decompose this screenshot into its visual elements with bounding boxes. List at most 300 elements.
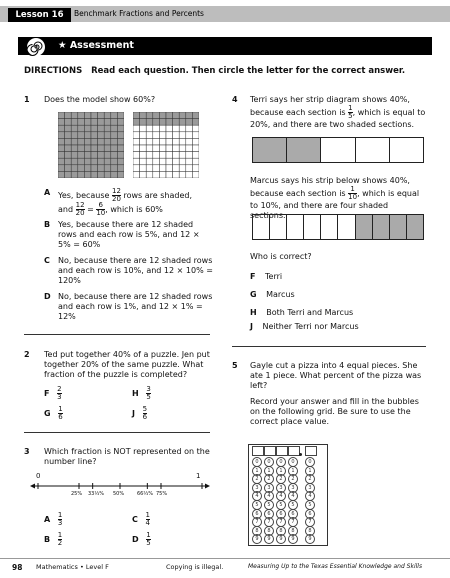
grid-cell [140, 165, 147, 172]
answer-bubble[interactable]: 0 [305, 457, 315, 467]
answer-bubble[interactable]: 7 [264, 517, 274, 527]
grid-cell [179, 132, 186, 139]
grid-cell [192, 158, 199, 165]
grid-cell [117, 125, 124, 132]
grid-cell [71, 152, 78, 159]
grid-cell [91, 119, 98, 126]
answer-bubble[interactable]: 2 [288, 474, 298, 484]
grid-cell [179, 119, 186, 126]
answer-bubble[interactable]: 0 [264, 457, 274, 467]
marcus-strip-diagram [252, 214, 424, 240]
grid-cell [159, 165, 166, 172]
strip-section [390, 215, 407, 239]
q2-option-g[interactable]: G $\frac{1}{6}$ [44, 405, 63, 421]
grid-cell [146, 171, 153, 178]
grid-cell [111, 125, 118, 132]
grid-cell [159, 152, 166, 159]
strip-section [356, 215, 373, 239]
grid-cell [173, 145, 180, 152]
divider [232, 346, 426, 347]
q3-option-b[interactable]: B $\frac{1}{2}$ [44, 531, 63, 547]
grid-cell [111, 158, 118, 165]
q3-option-a[interactable]: A $\frac{1}{3}$ [44, 511, 63, 527]
answer-box[interactable] [305, 446, 317, 456]
answer-bubble[interactable]: 3 [276, 483, 286, 493]
q2-option-f[interactable]: F $\frac{2}{3}$ [44, 385, 62, 401]
answer-bubble[interactable]: 6 [305, 509, 315, 519]
directions-label: DIRECTIONS [24, 66, 83, 76]
grid-cell [84, 152, 91, 159]
grid-cell [192, 138, 199, 145]
grid-cell [140, 132, 147, 139]
grid-cell [98, 171, 105, 178]
q1-option-d[interactable]: D No, because there are 12 shaded rows and each row is 1%, and 12 × 1% = 12% [44, 292, 213, 321]
grid-cell [133, 171, 140, 178]
answer-bubble[interactable]: 4 [288, 491, 298, 501]
q1-text: Does the model show 60%? [44, 95, 156, 104]
grid-cell [140, 138, 147, 145]
answer-bubble[interactable]: 9 [288, 534, 298, 544]
answer-box[interactable] [252, 446, 264, 456]
grid-cell [104, 125, 111, 132]
answer-bubble[interactable]: 1 [252, 466, 262, 476]
grid-cell [84, 145, 91, 152]
q3-number: 3 [24, 447, 30, 456]
grid-cell [173, 112, 180, 119]
grid-cell [153, 112, 160, 119]
grid-cell [84, 138, 91, 145]
q4-marcus-text: Marcus says his strip below shows 40%, because each section is $\frac{1}{10}$ , which is equal to 10%, and there are four shaded sections. [250, 176, 420, 220]
grid-cell [65, 158, 72, 165]
answer-bubble[interactable]: 1 [264, 466, 274, 476]
number-line-label: 75% [156, 491, 168, 497]
grid-cell [179, 125, 186, 132]
grid-cell [58, 145, 65, 152]
grid-cell [117, 152, 124, 159]
grid-cell [117, 171, 124, 178]
answer-bubble[interactable]: 6 [252, 509, 262, 519]
grid-cell [166, 112, 173, 119]
q4-option-j[interactable]: J Neither Terri nor Marcus [250, 322, 359, 331]
grid-cell [133, 145, 140, 152]
grid-cell [78, 152, 85, 159]
divider [24, 334, 210, 335]
grid-cell [166, 165, 173, 172]
grid-cell [111, 119, 118, 126]
grid-cell [179, 138, 186, 145]
grid-cell [159, 132, 166, 139]
lesson-tag: Lesson 16 [8, 8, 71, 22]
answer-bubble[interactable]: 5 [288, 500, 298, 510]
grid-cell [186, 152, 193, 159]
grid-cell [65, 112, 72, 119]
q5-text: Gayle cut a pizza into 4 equal pieces. She ate 1 piece. What percent of the pizza was left? [250, 361, 422, 390]
q3-option-d[interactable]: D $\frac{1}{5}$ [132, 531, 151, 547]
grid-cell [117, 112, 124, 119]
q4-option-h[interactable]: H Both Terri and Marcus [250, 308, 354, 317]
grid-cell [78, 165, 85, 172]
q4-option-g[interactable]: G Marcus [250, 290, 295, 299]
grid-cell [186, 112, 193, 119]
grid-cell [173, 119, 180, 126]
answer-box[interactable] [264, 446, 276, 456]
grid-cell [104, 119, 111, 126]
grid-cell [159, 171, 166, 178]
answer-bubble[interactable]: 8 [305, 526, 315, 536]
grid-cell [98, 119, 105, 126]
strip-section [287, 215, 304, 239]
grid-cell [98, 152, 105, 159]
grid-cell [146, 152, 153, 159]
grid-cell [159, 158, 166, 165]
grid-cell [166, 125, 173, 132]
grid-cell [91, 165, 98, 172]
grid-cell [153, 145, 160, 152]
grid-cell [133, 152, 140, 159]
terri-strip-diagram [252, 137, 424, 163]
answer-bubble[interactable]: 3 [305, 483, 315, 493]
grid-cell [58, 112, 65, 119]
grid-cell [58, 125, 65, 132]
grid-cell [192, 132, 199, 139]
answer-bubble[interactable]: 9 [252, 534, 262, 544]
grid-cell [98, 145, 105, 152]
grid-cell [91, 152, 98, 159]
answer-bubble[interactable]: 3 [252, 483, 262, 493]
grid-cell [179, 171, 186, 178]
answer-bubble[interactable]: 0 [276, 457, 286, 467]
grid-cell [78, 112, 85, 119]
grid-cell [117, 132, 124, 139]
grid-cell [91, 125, 98, 132]
grid-cell [111, 112, 118, 119]
answer-bubble[interactable]: 7 [305, 517, 315, 527]
q4-terri-text: Terri says her strip diagram shows 40%, because each section is $\frac{1}{5}$ , which is equal to 20%, and there are two shaded sections. [250, 95, 426, 129]
grid-cell [65, 138, 72, 145]
q3-option-c[interactable]: C $\frac{1}{4}$ [132, 511, 150, 527]
q4-number: 4 [232, 95, 238, 104]
answer-bubble[interactable]: 4 [252, 491, 262, 501]
answer-bubble[interactable]: 5 [264, 500, 274, 510]
grid-cell [159, 125, 166, 132]
grid-cell [166, 152, 173, 159]
strip-section [253, 138, 287, 162]
answer-bubble[interactable]: 4 [276, 491, 286, 501]
footer-book: Measuring Up to the Texas Essential Knowledge and Skills [248, 563, 423, 570]
grid-cell [104, 138, 111, 145]
answer-bubble[interactable]: 7 [252, 517, 262, 527]
q5-instructions: Record your answer and fill in the bubbles on the following grid. Be sure to use the correct place value. [250, 397, 419, 426]
footer-copy: Copying is illegal. [166, 563, 224, 571]
answer-bubble[interactable]: 7 [276, 517, 286, 527]
grid-cell [58, 171, 65, 178]
answer-bubble[interactable]: 8 [252, 526, 262, 536]
hundreds-grid-1 [58, 112, 124, 182]
grid-cell [78, 171, 85, 178]
grid-cell [146, 119, 153, 126]
grid-cell [58, 158, 65, 165]
answer-bubble[interactable]: 2 [264, 474, 274, 484]
number-line-end: 1 [196, 472, 201, 480]
grid-cell [153, 152, 160, 159]
grid-cell [84, 165, 91, 172]
grid-cell [91, 171, 98, 178]
grid-cell [65, 145, 72, 152]
strip-section [270, 215, 287, 239]
grid-cell [186, 171, 193, 178]
grid-cell [65, 165, 72, 172]
answer-bubble[interactable]: 6 [264, 509, 274, 519]
grid-cell [104, 132, 111, 139]
grid-cell [104, 158, 111, 165]
grid-cell [186, 158, 193, 165]
grid-cell [117, 145, 124, 152]
answer-bubble[interactable]: 8 [264, 526, 274, 536]
grid-cell [71, 165, 78, 172]
grid-cell [111, 138, 118, 145]
answer-bubble[interactable]: 6 [276, 509, 286, 519]
grid-cell [140, 125, 147, 132]
grid-cell [65, 132, 72, 139]
q5-number: 5 [232, 361, 238, 370]
answer-bubble[interactable]: 2 [252, 474, 262, 484]
grid-cell [133, 132, 140, 139]
grid-cell [58, 165, 65, 172]
answer-bubble[interactable]: 4 [305, 491, 315, 501]
q4-question: Who is correct? [250, 252, 312, 261]
grid-cell [111, 165, 118, 172]
grid-cell [111, 145, 118, 152]
grid-cell [153, 138, 160, 145]
answer-bubble[interactable]: 5 [276, 500, 286, 510]
grid-cell [65, 119, 72, 126]
strip-section [407, 215, 423, 239]
number-line-label: 33⅓% [88, 491, 104, 497]
grid-cell [71, 145, 78, 152]
grid-cell [153, 165, 160, 172]
grid-cell [91, 158, 98, 165]
grid-cell [140, 112, 147, 119]
grid-cell [153, 171, 160, 178]
strip-section [321, 138, 355, 162]
grid-cell [179, 165, 186, 172]
grid-cell [140, 158, 147, 165]
grid-cell [78, 125, 85, 132]
grid-cell [179, 145, 186, 152]
grid-cell [84, 112, 91, 119]
grid-cell [84, 132, 91, 139]
strip-section [287, 138, 321, 162]
grid-cell [58, 138, 65, 145]
grid-cell [146, 138, 153, 145]
lesson-title: Benchmark Fractions and Percents [74, 9, 204, 18]
grid-cell [186, 119, 193, 126]
answer-bubble[interactable]: 9 [305, 534, 315, 544]
answer-bubble[interactable]: 2 [276, 474, 286, 484]
grid-cell [192, 112, 199, 119]
grid-cell [146, 132, 153, 139]
grid-cell [159, 145, 166, 152]
answer-bubble[interactable]: 5 [305, 500, 315, 510]
grid-cell [192, 145, 199, 152]
grid-cell [133, 165, 140, 172]
grid-cell [159, 138, 166, 145]
grid-cell [192, 125, 199, 132]
grid-cell [65, 125, 72, 132]
q4-option-f[interactable]: F Terri [250, 272, 283, 281]
grid-cell [173, 132, 180, 139]
strip-section [253, 215, 270, 239]
grid-cell [84, 158, 91, 165]
grid-cell [166, 158, 173, 165]
grid-cell [173, 165, 180, 172]
grid-cell [78, 138, 85, 145]
number-line-label: 50% [113, 491, 125, 497]
grid-cell [98, 138, 105, 145]
grid-cell [153, 125, 160, 132]
answer-bubble[interactable]: 9 [264, 534, 274, 544]
grid-cell [117, 119, 124, 126]
grid-cell [186, 125, 193, 132]
grid-cell [111, 152, 118, 159]
grid-cell [133, 119, 140, 126]
grid-cell [71, 119, 78, 126]
divider [24, 432, 210, 433]
number-line-label: 66⅔% [137, 491, 153, 497]
answer-bubble[interactable]: 6 [288, 509, 298, 519]
answer-bubble[interactable]: 3 [264, 483, 274, 493]
grid-cell [91, 138, 98, 145]
answer-bubble-grid[interactable] [248, 444, 328, 546]
grid-cell [58, 119, 65, 126]
grid-cell [91, 132, 98, 139]
q3-text: Which fraction is NOT represented on the number line? [44, 447, 210, 466]
grid-cell [192, 165, 199, 172]
strip-section [356, 138, 390, 162]
answer-bubble[interactable]: 1 [288, 466, 298, 476]
grid-cell [133, 112, 140, 119]
grid-cell [71, 171, 78, 178]
q2-option-h[interactable]: H $\frac{3}{5}$ [132, 385, 151, 401]
strip-section [373, 215, 390, 239]
grid-cell [186, 138, 193, 145]
q2-text: Ted put together 40% of a puzzle. Jen put together 20% of the same puzzle. What fraction of the puzzle is completed? [44, 350, 210, 379]
grid-cell [153, 132, 160, 139]
directions [24, 65, 405, 77]
directions-text: Read each question. Then circle the letter for the correct answer. [91, 66, 406, 76]
q1-option-c[interactable]: C No, because there are 12 shaded rows and each row is 10%, and 12 × 10% = 120% [44, 256, 213, 285]
answer-bubble[interactable]: 8 [276, 526, 286, 536]
grid-cell [179, 152, 186, 159]
grid-cell [173, 125, 180, 132]
grid-cell [166, 171, 173, 178]
hundreds-grid-2 [133, 112, 199, 182]
grid-cell [65, 171, 72, 178]
grid-cell [78, 158, 85, 165]
answer-bubble[interactable]: 7 [288, 517, 298, 527]
grid-cell [159, 112, 166, 119]
q1-number: 1 [24, 95, 30, 104]
grid-cell [140, 145, 147, 152]
grid-cell [166, 119, 173, 126]
grid-cell [166, 145, 173, 152]
grid-cell [78, 119, 85, 126]
number-line-label: 25% [71, 491, 83, 497]
grid-cell [186, 132, 193, 139]
grid-cell [140, 171, 147, 178]
grid-cell [166, 132, 173, 139]
grid-cell [91, 145, 98, 152]
grid-cell [192, 171, 199, 178]
grid-cell [91, 112, 98, 119]
page-number: 98 [12, 563, 23, 572]
grid-cell [98, 132, 105, 139]
grid-cell [71, 112, 78, 119]
grid-cell [173, 158, 180, 165]
grid-cell [179, 158, 186, 165]
grid-cell [71, 125, 78, 132]
q1-option-a[interactable]: A Yes, because $\frac{12}{20}$ rows are shaded, and $\frac{12}{20}$ = $\frac{6}{10}$ , which is 60% [44, 187, 192, 217]
answer-bubble[interactable]: 9 [276, 534, 286, 544]
q2-option-j[interactable]: J $\frac{5}{6}$ [132, 405, 148, 421]
grid-cell [146, 165, 153, 172]
grid-cell [146, 125, 153, 132]
answer-bubble[interactable]: 2 [305, 474, 315, 484]
grid-cell [159, 119, 166, 126]
grid-cell [71, 158, 78, 165]
answer-bubble[interactable]: 1 [305, 466, 315, 476]
grid-cell [146, 145, 153, 152]
answer-bubble[interactable]: 1 [276, 466, 286, 476]
q1-option-b[interactable]: B Yes, because there are 12 shaded rows and each row is 5%, and 12 × 5% = 60% [44, 220, 200, 249]
grid-cell [98, 125, 105, 132]
grid-cell [71, 132, 78, 139]
answer-bubble[interactable]: 5 [252, 500, 262, 510]
grid-cell [104, 112, 111, 119]
grid-cell [58, 152, 65, 159]
grid-cell [65, 152, 72, 159]
grid-cell [117, 165, 124, 172]
grid-cell [186, 145, 193, 152]
answer-bubble[interactable]: 4 [264, 491, 274, 501]
number-line-start: 0 [36, 472, 41, 480]
answer-box[interactable] [276, 446, 288, 456]
grid-cell [153, 119, 160, 126]
grid-cell [71, 138, 78, 145]
grid-cell [186, 165, 193, 172]
footer-rule [0, 558, 450, 559]
strip-section [390, 138, 423, 162]
grid-cell [179, 112, 186, 119]
answer-bubble[interactable]: 0 [288, 457, 298, 467]
grid-cell [133, 138, 140, 145]
grid-cell [78, 132, 85, 139]
answer-bubble[interactable]: 3 [288, 483, 298, 493]
answer-bubble[interactable]: 0 [252, 457, 262, 467]
footer-series: Mathematics • Level F [36, 563, 109, 571]
answer-bubble[interactable]: 8 [288, 526, 298, 536]
grid-cell [104, 165, 111, 172]
grid-cell [104, 145, 111, 152]
grid-cell [104, 152, 111, 159]
grid-cell [98, 165, 105, 172]
grid-cell [173, 152, 180, 159]
grid-cell [84, 125, 91, 132]
grid-cell [117, 158, 124, 165]
strip-section [321, 215, 338, 239]
grid-cell [104, 171, 111, 178]
grid-cell [173, 138, 180, 145]
